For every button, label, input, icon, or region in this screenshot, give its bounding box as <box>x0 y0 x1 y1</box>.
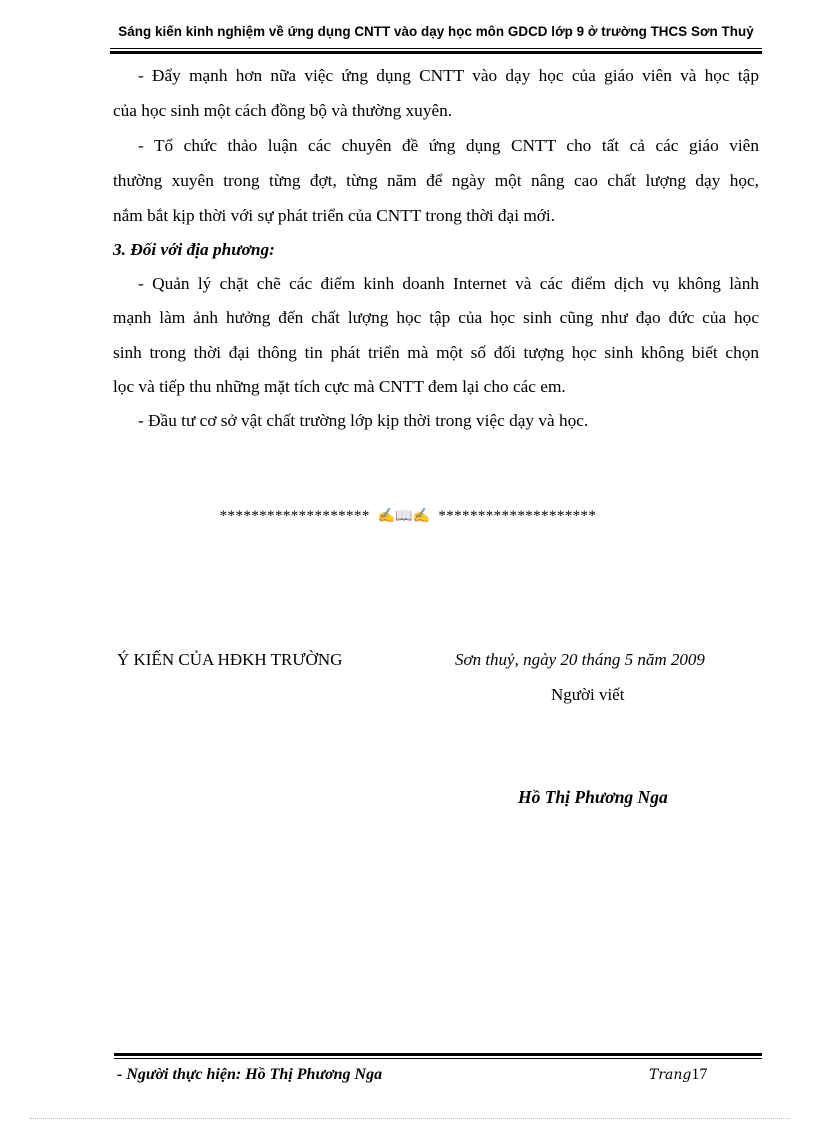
place-date: Sơn thuỷ, ngày 20 tháng 5 năm 2009 <box>455 650 705 669</box>
section-heading: 3. Đối với địa phương: <box>113 240 275 259</box>
body-line: lọc và tiếp thu những mặt tích cực mà CNTT đem lại cho các em. <box>113 377 566 396</box>
writer-name: Hồ Thị Phương Nga <box>518 787 668 807</box>
header-rule-thin <box>110 48 762 49</box>
body-line: mạnh làm ảnh hưởng đến chất lượng học tập của học sinh cũng như đạo đức của học <box>113 308 759 327</box>
page-number-value: 17 <box>691 1066 708 1083</box>
section-separator <box>0 508 816 525</box>
body-line: - Đầu tư cơ sở vật chất trường lớp kịp thời trong việc dạy và học. <box>138 411 589 430</box>
body-line: nắm bắt kịp thời với sự phát triển của CNTT trong thời đại mới. <box>113 206 556 225</box>
body-line: - Tổ chức thảo luận các chuyên đề ứng dụng CNTT cho tất cả các giáo viên <box>138 136 759 155</box>
council-opinion-label: Ý KIẾN CỦA HĐKH TRƯỜNG <box>117 650 343 669</box>
writer-label: Người viết <box>551 685 625 704</box>
body-line: - Đẩy mạnh hơn nữa việc ứng dụng CNTT vào dạy học của giáo viên và học tập <box>138 66 759 85</box>
page-edge-dotted-line <box>30 1118 790 1119</box>
header-rule-thick <box>110 51 762 54</box>
separator-stars-right: ******************** <box>438 508 597 524</box>
body-line: thường xuyên trong từng đợt, từng năm để ngày một nâng cao chất lượng dạy học, <box>113 171 759 190</box>
body-line: sinh trong thời đại thông tin phát triển mà một số đối tượng học sinh không biết chọn <box>113 343 759 362</box>
page-number <box>649 1066 707 1084</box>
body-line: - Quản lý chặt chẽ các điểm kinh doanh Internet và các điểm dịch vụ không lành <box>138 274 759 293</box>
footer-rule-thin <box>114 1058 762 1059</box>
footer-rule-thick <box>114 1053 762 1056</box>
book-pen-ornament-icon: ✍📖✍ <box>377 509 431 524</box>
page-word: Trang <box>649 1067 692 1083</box>
body-line: của học sinh một cách đồng bộ và thường xuyên. <box>113 101 453 120</box>
running-header: Sáng kiến kinh nghiệm về ứng dụng CNTT vào dạy học môn GDCD lớp 9 ở trường THCS Sơn Thuỷ <box>118 24 754 39</box>
separator-stars-left: ******************* <box>219 508 370 524</box>
footer-author: - Người thực hiện: Hồ Thị Phương Nga <box>117 1066 383 1083</box>
